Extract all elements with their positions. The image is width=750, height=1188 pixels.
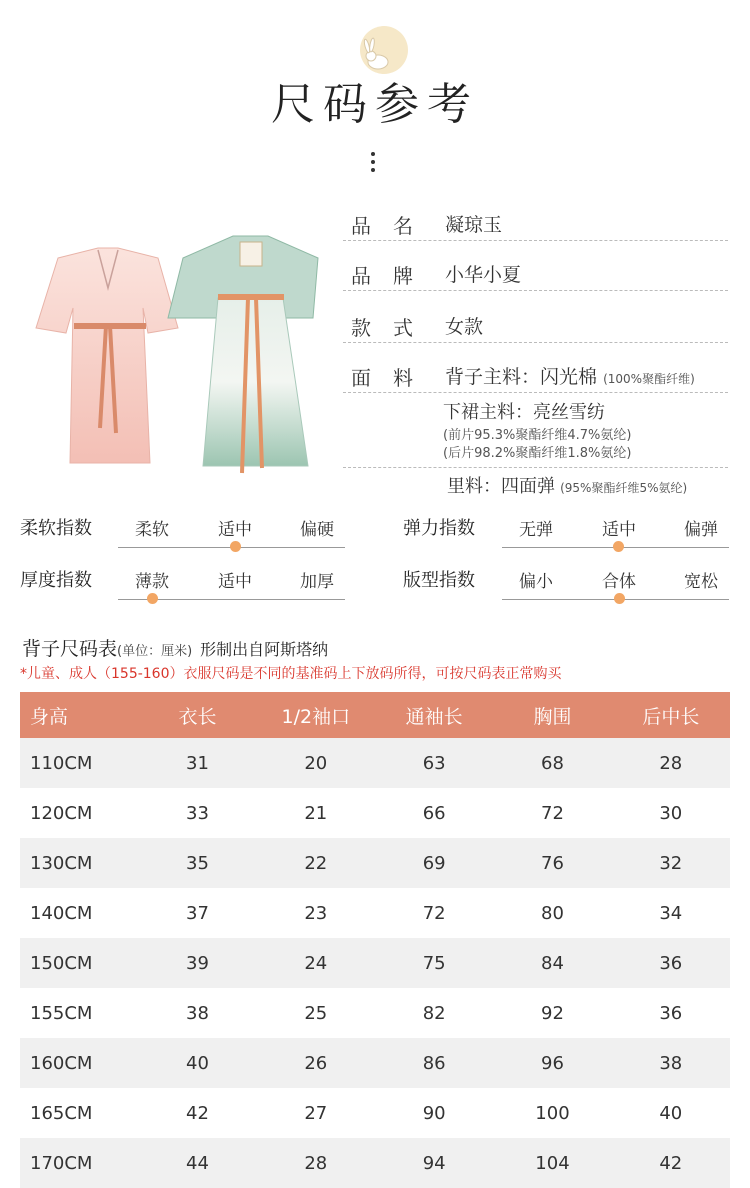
info-brand-label: 品牌 xyxy=(351,264,435,288)
size-table-heading: 背子尺码表 xyxy=(22,638,118,660)
thickness-marker xyxy=(147,593,158,604)
size-table-unit: (单位：厘米) xyxy=(117,644,193,659)
table-cell: 28 xyxy=(612,738,730,788)
table-cell: 26 xyxy=(257,1038,375,1088)
fabric-top-label: 背子主料： xyxy=(445,366,541,388)
thickness-option: 适中 xyxy=(218,572,252,592)
fabric-top-value: 闪光棉 xyxy=(540,366,598,388)
table-cell: 130CM xyxy=(20,838,138,888)
thickness-index xyxy=(20,566,92,592)
elasticity-marker xyxy=(613,541,624,552)
size-table-source: 形制出自阿斯塔纳 xyxy=(200,640,329,659)
table-cell: 82 xyxy=(375,988,493,1038)
table-cell: 68 xyxy=(493,738,611,788)
table-row xyxy=(20,738,730,788)
info-row-brand xyxy=(343,252,728,291)
elasticity-option: 适中 xyxy=(602,520,636,540)
column-header: 1/2袖口 xyxy=(257,692,375,738)
softness-option: 偏硬 xyxy=(300,520,334,540)
size-table-note: *儿童、成人（155-160）衣服尺码是不同的基准码上下放码所得，可按尺码表正常购买 xyxy=(20,666,562,682)
info-style-label: 款式 xyxy=(351,316,435,340)
table-cell: 31 xyxy=(138,738,256,788)
page-title: 尺码参考 xyxy=(271,79,479,130)
table-cell: 40 xyxy=(138,1038,256,1088)
softness-label: 柔软指数 xyxy=(20,518,92,539)
table-cell: 75 xyxy=(375,938,493,988)
info-name-value: 凝琼玉 xyxy=(445,214,503,236)
table-cell: 44 xyxy=(138,1138,256,1188)
table-cell: 96 xyxy=(493,1038,611,1088)
table-cell: 42 xyxy=(138,1088,256,1138)
fabric-top-comp: (100%聚酯纤维) xyxy=(603,372,695,386)
product-image xyxy=(18,218,328,483)
table-cell: 165CM xyxy=(20,1088,138,1138)
info-row-style xyxy=(343,302,728,343)
softness-marker xyxy=(230,541,241,552)
table-cell: 28 xyxy=(257,1138,375,1188)
fit-option: 合体 xyxy=(602,572,636,592)
column-header: 通袖长 xyxy=(375,692,493,738)
column-header: 后中长 xyxy=(612,692,730,738)
softness-option: 适中 xyxy=(218,520,252,540)
vertical-dots-icon xyxy=(369,152,377,174)
table-cell: 160CM xyxy=(20,1038,138,1088)
info-row-name xyxy=(343,200,728,241)
table-cell: 21 xyxy=(257,788,375,838)
table-cell: 120CM xyxy=(20,788,138,838)
table-row xyxy=(20,888,730,938)
fit-option: 宽松 xyxy=(684,572,718,592)
table-cell: 69 xyxy=(375,838,493,888)
table-cell: 80 xyxy=(493,888,611,938)
table-cell: 35 xyxy=(138,838,256,888)
table-row xyxy=(20,788,730,838)
table-cell: 150CM xyxy=(20,938,138,988)
fabric-skirt-value: 亮丝雪纺 xyxy=(533,402,605,423)
table-cell: 40 xyxy=(612,1088,730,1138)
fabric-lining-label: 里料： xyxy=(447,476,501,497)
table-cell: 155CM xyxy=(20,988,138,1038)
elasticity-option: 偏弹 xyxy=(684,520,718,540)
elasticity-label: 弹力指数 xyxy=(403,518,475,539)
table-cell: 33 xyxy=(138,788,256,838)
table-cell: 32 xyxy=(612,838,730,888)
info-row-skirt xyxy=(343,395,728,468)
table-cell: 100 xyxy=(493,1088,611,1138)
fabric-skirt-back: (后片98.2%聚酯纤维1.8%氨纶) xyxy=(443,446,632,461)
table-cell: 23 xyxy=(257,888,375,938)
table-cell: 63 xyxy=(375,738,493,788)
table-cell: 27 xyxy=(257,1088,375,1138)
elasticity-option: 无弹 xyxy=(519,520,553,540)
size-table-title xyxy=(22,634,328,661)
info-brand-value: 小华小夏 xyxy=(445,264,522,286)
fit-index xyxy=(403,566,475,592)
table-row xyxy=(20,1088,730,1138)
table-cell: 22 xyxy=(257,838,375,888)
info-row-lining xyxy=(447,472,687,498)
table-cell: 30 xyxy=(612,788,730,838)
fabric-lining-comp: (95%聚酯纤维5%氨纶) xyxy=(560,481,688,495)
fit-label: 版型指数 xyxy=(403,570,475,591)
fit-marker xyxy=(614,593,625,604)
info-name-label: 品名 xyxy=(351,214,435,238)
table-cell: 110CM xyxy=(20,738,138,788)
column-header: 身高 xyxy=(20,692,138,738)
size-table xyxy=(20,692,730,1188)
table-row xyxy=(20,988,730,1038)
info-fabric-label: 面料 xyxy=(351,366,435,390)
thickness-label: 厚度指数 xyxy=(20,570,92,591)
table-row xyxy=(20,938,730,988)
table-cell: 66 xyxy=(375,788,493,838)
softness-index xyxy=(20,514,92,540)
table-cell: 42 xyxy=(612,1138,730,1188)
size-table-header-row xyxy=(20,692,730,738)
fabric-skirt-front: (前片95.3%聚酯纤维4.7%氨纶) xyxy=(443,428,632,443)
table-cell: 38 xyxy=(138,988,256,1038)
column-header: 胸围 xyxy=(493,692,611,738)
column-header: 衣长 xyxy=(138,692,256,738)
table-cell: 72 xyxy=(493,788,611,838)
fabric-lining-value: 四面弹 xyxy=(501,476,555,497)
table-cell: 39 xyxy=(138,938,256,988)
table-cell: 36 xyxy=(612,988,730,1038)
table-cell: 94 xyxy=(375,1138,493,1188)
table-cell: 90 xyxy=(375,1088,493,1138)
table-cell: 92 xyxy=(493,988,611,1038)
table-cell: 38 xyxy=(612,1038,730,1088)
elasticity-index xyxy=(403,514,475,540)
table-cell: 20 xyxy=(257,738,375,788)
info-style-value: 女款 xyxy=(445,316,484,338)
table-cell: 72 xyxy=(375,888,493,938)
fit-option: 偏小 xyxy=(519,572,553,592)
table-cell: 104 xyxy=(493,1138,611,1188)
table-cell: 170CM xyxy=(20,1138,138,1188)
fabric-skirt-label: 下裙主料： xyxy=(443,402,533,423)
table-cell: 37 xyxy=(138,888,256,938)
table-cell: 84 xyxy=(493,938,611,988)
table-cell: 25 xyxy=(257,988,375,1038)
thickness-option: 加厚 xyxy=(300,572,334,592)
table-cell: 76 xyxy=(493,838,611,888)
table-row xyxy=(20,838,730,888)
softness-option: 柔软 xyxy=(135,520,169,540)
table-cell: 34 xyxy=(612,888,730,938)
table-cell: 36 xyxy=(612,938,730,988)
table-cell: 24 xyxy=(257,938,375,988)
table-cell: 86 xyxy=(375,1038,493,1088)
table-row xyxy=(20,1038,730,1088)
thickness-option: 薄款 xyxy=(135,572,169,592)
info-row-fabric xyxy=(343,352,728,393)
table-cell: 140CM xyxy=(20,888,138,938)
